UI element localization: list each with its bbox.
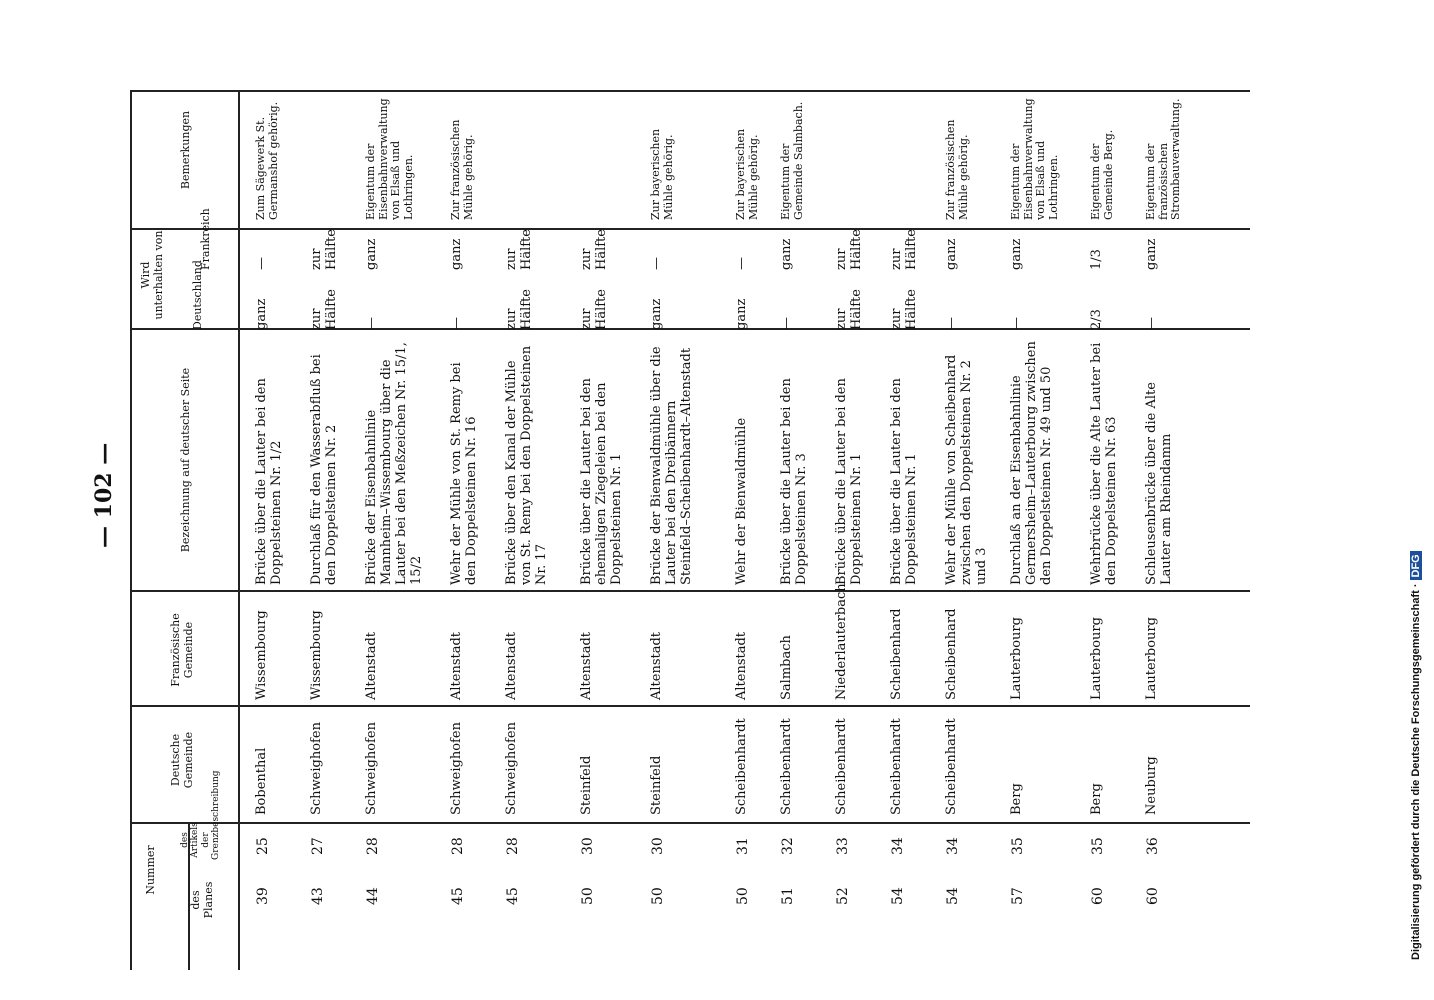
cell-franzoesische-gemeinde: Scheibenhard: [944, 608, 959, 700]
cell-deutschland: ganz: [649, 298, 664, 330]
cell-deutschland: —: [364, 317, 379, 330]
cell-plan: 45: [450, 887, 466, 905]
cell-franzoesische-gemeinde: Altenstadt: [364, 631, 379, 700]
cell-plan: 43: [310, 887, 326, 905]
header-frankreich: Frankreich: [199, 208, 212, 270]
cell-plan: 51: [780, 887, 796, 905]
cell-frankreich: ganz: [1009, 238, 1024, 270]
cell-bemerkungen: Eigentum der Eisenbahnverwaltung von Elsaß und Lothringen.: [364, 98, 415, 220]
cell-franzoesische-gemeinde: Salmbach: [779, 635, 794, 700]
cell-artikel: 28: [450, 837, 466, 855]
cell-deutsche-gemeinde: Scheibenhardt: [944, 718, 959, 815]
cell-frankreich: ganz: [449, 238, 464, 270]
cell-bezeichnung: Brücke über die Lauter bei den ehemaligen Ziegeleien bei den Doppelsteinen Nr. 1: [579, 378, 624, 585]
cell-franzoesische-gemeinde: Wissembourg: [309, 610, 324, 700]
header-planes: des Planes: [189, 881, 215, 919]
cell-frankreich: 1/3: [1089, 249, 1104, 270]
cell-frankreich: ganz: [779, 238, 794, 270]
cell-bemerkungen: Zum Sägewerk St. Germanshof gehörig.: [254, 101, 280, 220]
cell-bemerkungen: Zur französischen Mühle gehörig.: [944, 119, 970, 220]
cell-frankreich: zur Hälfte: [579, 229, 609, 270]
rule: [130, 90, 1250, 92]
cell-artikel: 33: [835, 837, 851, 855]
cell-plan: 54: [945, 887, 961, 905]
cell-deutschland: —: [1009, 317, 1024, 330]
cell-artikel: 28: [365, 837, 381, 855]
cell-bezeichnung: Durchlaß für den Wasserabfluß bei den Doppelsteinen Nr. 2: [309, 354, 339, 585]
cell-frankreich: ganz: [944, 238, 959, 270]
cell-deutschland: zur Hälfte: [504, 289, 534, 330]
cell-deutsche-gemeinde: Scheibenhardt: [889, 718, 904, 815]
rule: [130, 705, 1250, 707]
page-number: — 102 —: [91, 442, 117, 548]
cell-frankreich: zur Hälfte: [504, 229, 534, 270]
cell-bezeichnung: Wehr der Mühle von Scheibenhard zwischen den Doppelsteinen Nr. 2 und 3: [944, 354, 989, 585]
cell-deutsche-gemeinde: Scheibenhardt: [734, 718, 749, 815]
footer: [1410, 551, 1422, 960]
cell-artikel: 27: [310, 837, 326, 855]
cell-franzoesische-gemeinde: Altenstadt: [449, 631, 464, 700]
cell-frankreich: —: [254, 257, 269, 270]
cell-artikel: 34: [945, 837, 961, 855]
cell-frankreich: —: [734, 257, 749, 270]
cell-artikel: 30: [650, 837, 666, 855]
cell-deutschland: zur Hälfte: [579, 289, 609, 330]
header-nummer: Nummer: [144, 845, 157, 895]
header-artikel: des Artikels der Grenzbeschreibung: [180, 770, 222, 860]
cell-bemerkungen: Eigentum der Eisenbahnverwaltung von Elsaß und Lothringen.: [1009, 98, 1060, 220]
cell-artikel: 32: [780, 837, 796, 855]
cell-bezeichnung: Brücke der Bienwaldmühle über die Lauter bei den Dreibännern Steinfeld–Scheibenhardt–Altenstadt: [649, 346, 694, 585]
cell-artikel: 34: [890, 837, 906, 855]
rule: [130, 228, 1250, 230]
cell-plan: 54: [890, 887, 906, 905]
cell-deutsche-gemeinde: Steinfeld: [579, 755, 594, 815]
cell-frankreich: —: [649, 257, 664, 270]
cell-artikel: 35: [1090, 837, 1106, 855]
cell-frankreich: ganz: [1144, 238, 1159, 270]
header-bemerkungen: Bemerkungen: [179, 110, 192, 190]
cell-deutschland: —: [944, 317, 959, 330]
cell-bemerkungen: Zur bayerischen Mühle gehörig.: [734, 128, 760, 220]
cell-bezeichnung: Brücke über die Lauter bei den Doppelsteinen Nr. 3: [779, 378, 809, 585]
rule: [130, 328, 1250, 330]
cell-bezeichnung: Wehr der Mühle von St. Remy bei den Doppelsteinen Nr. 16: [449, 362, 479, 585]
cell-deutsche-gemeinde: Schweighofen: [449, 722, 464, 815]
cell-deutschland: —: [779, 317, 794, 330]
cell-franzoesische-gemeinde: Niederlauterbach: [834, 583, 849, 700]
cell-bezeichnung: Durchlaß an der Eisenbahnlinie Germersheim–Lauterbourg zwischen den Doppelsteinen Nr. 49 und 50: [1009, 341, 1054, 585]
header-franzoesische: Französische Gemeinde: [169, 613, 195, 687]
cell-artikel: 31: [735, 837, 751, 855]
cell-deutschland: zur Hälfte: [889, 289, 919, 330]
cell-franzoesische-gemeinde: Altenstadt: [734, 631, 749, 700]
cell-artikel: 30: [580, 837, 596, 855]
cell-franzoesische-gemeinde: Lauterbourg: [1144, 617, 1159, 700]
rule: [130, 822, 1250, 824]
cell-franzoesische-gemeinde: Altenstadt: [504, 631, 519, 700]
cell-plan: 45: [505, 887, 521, 905]
cell-deutsche-gemeinde: Schweighofen: [309, 722, 324, 815]
cell-frankreich: zur Hälfte: [309, 229, 339, 270]
cell-plan: 50: [735, 887, 751, 905]
cell-frankreich: ganz: [364, 238, 379, 270]
cell-deutsche-gemeinde: Berg: [1009, 783, 1024, 815]
cell-frankreich: zur Hälfte: [889, 229, 919, 270]
cell-bemerkungen: Zur französischen Mühle gehörig.: [449, 119, 475, 220]
cell-bemerkungen: Eigentum der französischen Strombauverwaltung.: [1144, 98, 1183, 220]
cell-bemerkungen: Zur bayerischen Mühle gehörig.: [649, 128, 675, 220]
cell-artikel: 25: [255, 837, 271, 855]
header-deutschland: Deutschland: [191, 260, 204, 330]
rule: [130, 590, 1250, 592]
cell-bezeichnung: Brücke der Eisenbahnlinie Mannheim–Wissembourg über die Lauter bei den Meßzeichen Nr. 15/1, 15/2: [364, 342, 424, 585]
cell-deutsche-gemeinde: Bobenthal: [254, 747, 269, 815]
cell-deutschland: zur Hälfte: [834, 289, 864, 330]
cell-bezeichnung: Brücke über die Lauter bei den Doppelsteinen Nr. 1: [889, 378, 919, 585]
cell-plan: 57: [1010, 887, 1026, 905]
cell-plan: 44: [365, 887, 381, 905]
dfg-logo: DFG: [1410, 551, 1422, 580]
cell-deutschland: ganz: [254, 298, 269, 330]
cell-bezeichnung: Brücke über die Lauter bei den Doppelsteinen Nr. 1/2: [254, 378, 284, 585]
cell-frankreich: zur Hälfte: [834, 229, 864, 270]
cell-franzoesische-gemeinde: Wissembourg: [254, 610, 269, 700]
header-deutsche: Deutsche Gemeinde: [169, 731, 195, 789]
cell-deutsche-gemeinde: Schweighofen: [504, 722, 519, 815]
cell-artikel: 35: [1010, 837, 1026, 855]
cell-bezeichnung: Brücke über die Lauter bei den Doppelsteinen Nr. 1: [834, 378, 864, 585]
cell-deutsche-gemeinde: Neuburg: [1144, 756, 1159, 815]
header-unterhalten: Wird unterhalten von: [139, 230, 165, 320]
cell-deutsche-gemeinde: Scheibenhardt: [779, 718, 794, 815]
cell-plan: 50: [650, 887, 666, 905]
cell-franzoesische-gemeinde: Scheibenhard: [889, 608, 904, 700]
cell-artikel: 36: [1145, 837, 1161, 855]
cell-plan: 60: [1090, 887, 1106, 905]
cell-artikel: 28: [505, 837, 521, 855]
cell-franzoesische-gemeinde: Altenstadt: [649, 631, 664, 700]
cell-bezeichnung: Wehr der Bienwaldmühle: [734, 417, 749, 585]
cell-plan: 60: [1145, 887, 1161, 905]
cell-plan: 39: [255, 887, 271, 905]
cell-deutschland: 2/3: [1089, 309, 1104, 330]
cell-bezeichnung: Wehrbrücke über die Alte Lauter bei den Doppelsteinen Nr. 63: [1089, 342, 1119, 585]
cell-deutsche-gemeinde: Schweighofen: [364, 722, 379, 815]
rule: [238, 90, 240, 970]
cell-bemerkungen: Eigentum der Gemeinde Berg.: [1089, 129, 1115, 220]
cell-bemerkungen: Eigentum der Gemeinde Salmbach.: [779, 101, 805, 220]
cell-franzoesische-gemeinde: Lauterbourg: [1089, 617, 1104, 700]
rule: [130, 90, 132, 970]
cell-plan: 50: [580, 887, 596, 905]
cell-franzoesische-gemeinde: Altenstadt: [579, 631, 594, 700]
footer-text: Digitalisierung gefördert durch die Deutsche Forschungsgemeinschaft ·: [1410, 583, 1422, 960]
header-bezeichnung: Bezeichnung auf deutscher Seite: [179, 367, 192, 553]
cell-deutschland: —: [1144, 317, 1159, 330]
cell-franzoesische-gemeinde: Lauterbourg: [1009, 617, 1024, 700]
cell-deutschland: ganz: [734, 298, 749, 330]
cell-deutsche-gemeinde: Scheibenhardt: [834, 718, 849, 815]
cell-deutsche-gemeinde: Berg: [1089, 783, 1104, 815]
cell-bezeichnung: Brücke über den Kanal der Mühle von St. Remy bei den Doppelsteinen Nr. 17: [504, 345, 549, 585]
cell-deutschland: —: [449, 317, 464, 330]
cell-plan: 52: [835, 887, 851, 905]
cell-deutschland: zur Hälfte: [309, 289, 339, 330]
cell-bezeichnung: Schleusenbrücke über die Alte Lauter am Rheindamm: [1144, 382, 1174, 585]
cell-deutsche-gemeinde: Steinfeld: [649, 755, 664, 815]
